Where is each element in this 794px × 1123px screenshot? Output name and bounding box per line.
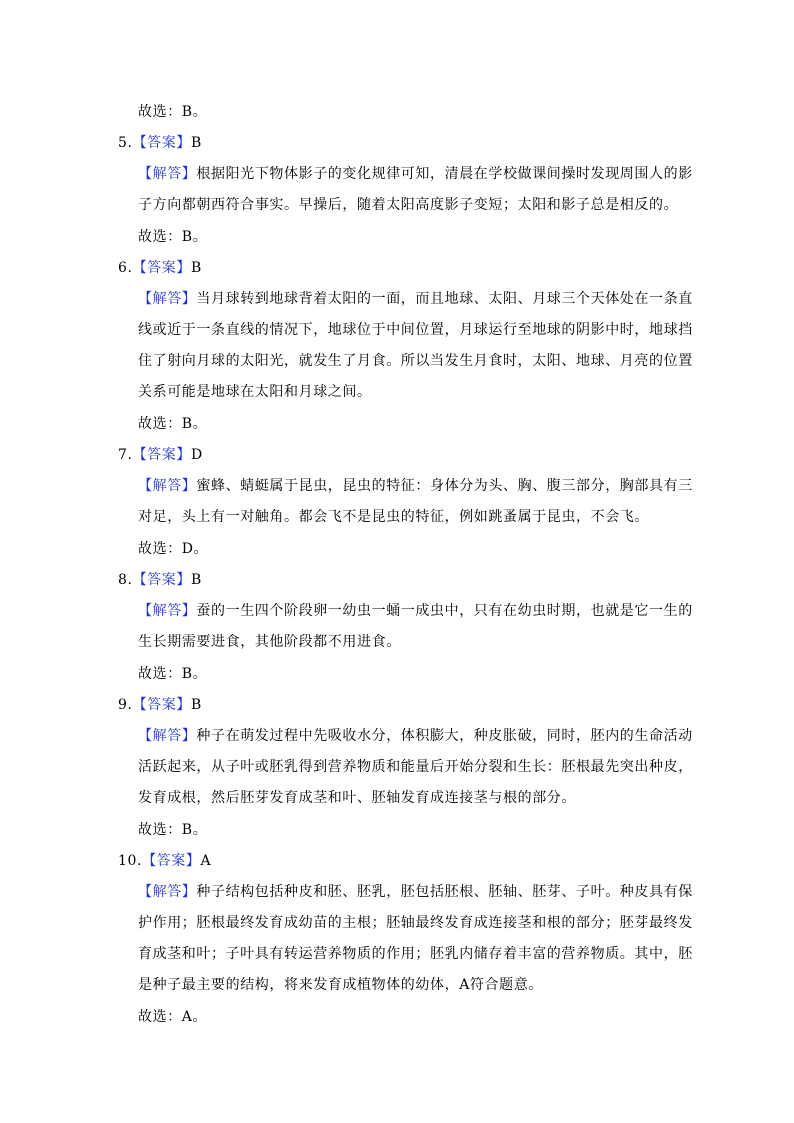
explain-tag: 【解答】 xyxy=(138,728,197,744)
question-8-explanation-line-2: 生长期需要进食，其他阶段都不用进食。 xyxy=(138,634,401,650)
question-number: 6. xyxy=(118,260,133,276)
question-5-conclusion: 故选：B。 xyxy=(138,229,208,245)
answer-tag: 【答案】 xyxy=(132,572,191,588)
explanation-text: 当月球转到地球背着太阳的一面，而且地球、太阳、月球三个天体处在一条直 xyxy=(196,291,693,307)
question-6-explanation-line-3: 住了射向月球的太阳光，就发生了月食。所以当发生月食时，太阳、地球、月亮的位置 xyxy=(138,353,693,369)
question-number: 9. xyxy=(118,697,133,713)
question-5-explanation-line-1 xyxy=(138,165,693,183)
answer-tag: 【答案】 xyxy=(132,135,191,151)
answer-tag: 【答案】 xyxy=(132,447,191,463)
question-5-answer-row xyxy=(118,134,202,152)
question-9-explanation-line-2: 活跃起来，从子叶或胚乳得到营养物质和能量后开始分裂和生长：胚根最先突出种皮， xyxy=(138,759,693,775)
question-8-explanation-line-1 xyxy=(138,602,693,620)
question-6-explanation-line-2: 线或近于一条直线的情况下，地球位于中间位置，月球运行至地球的阴影中时，地球挡 xyxy=(138,322,693,338)
question-7-conclusion: 故选：D。 xyxy=(138,541,209,557)
question-9-answer-row xyxy=(118,696,202,714)
question-7-answer-row xyxy=(118,446,203,464)
question-10-explanation-line-4: 是种子最主要的结构，将来发育成植物体的幼体，A符合题意。 xyxy=(138,977,543,993)
explain-tag: 【解答】 xyxy=(138,603,197,619)
answer-tag: 【答案】 xyxy=(142,853,201,869)
explain-tag: 【解答】 xyxy=(138,884,197,900)
question-7-explanation-line-2: 对足，头上有一对触角。都会飞不是昆虫的特征，例如跳蚤属于昆虫，不会飞。 xyxy=(138,509,649,525)
question-6-explanation-line-4: 关系可能是地球在太阳和月球之间。 xyxy=(138,384,372,400)
question-10-explanation-line-3: 育成茎和叶；子叶具有转运营养物质的作用；胚乳内储存着丰富的营养物质。其中，胚 xyxy=(138,946,693,962)
answer-value: D xyxy=(190,447,203,463)
explain-tag: 【解答】 xyxy=(138,478,197,494)
explain-tag: 【解答】 xyxy=(138,291,197,307)
answer-value: B xyxy=(190,572,202,588)
question-9-explanation-line-1 xyxy=(138,727,693,745)
question-10-conclusion: 故选：A。 xyxy=(138,1009,208,1025)
question-7-explanation-line-1 xyxy=(138,477,693,495)
explanation-text: 蜜蜂、蜻蜓属于昆虫，昆虫的特征：身体分为头、胸、腹三部分，胸部具有三 xyxy=(196,478,693,494)
explanation-text: 蚕的一生四个阶段卵一幼虫一蛹一成虫中，只有在幼虫时期，也就是它一生的 xyxy=(196,603,693,619)
question-10-explanation-line-1 xyxy=(138,883,693,901)
answer-tag: 【答案】 xyxy=(132,697,191,713)
question-10-answer-row xyxy=(118,852,211,870)
question-8-conclusion: 故选：B。 xyxy=(138,666,208,682)
explain-tag: 【解答】 xyxy=(138,166,197,182)
answer-value: B xyxy=(190,135,202,151)
question-10-explanation-line-2: 护作用；胚根最终发育成幼苗的主根；胚轴最终发育成连接茎和根的部分；胚芽最终发 xyxy=(138,915,693,931)
question-6-explanation-line-1 xyxy=(138,290,693,308)
question-8-answer-row xyxy=(118,571,202,589)
explanation-text: 种子结构包括种皮和胚、胚乳，胚包括胚根、胚轴、胚芽、子叶。种皮具有保 xyxy=(196,884,693,900)
answer-value: B xyxy=(190,260,202,276)
question-6-answer-row xyxy=(118,259,202,277)
question-number: 10. xyxy=(118,853,143,869)
answer-value: A xyxy=(200,853,212,869)
question-number: 8. xyxy=(118,572,133,588)
question-number: 5. xyxy=(118,135,133,151)
question-9-conclusion: 故选：B。 xyxy=(138,822,208,838)
question-5-explanation-line-2: 子方向都朝西符合事实。早操后，随着太阳高度影子变短；太阳和影子总是相反的。 xyxy=(138,197,679,213)
answer-tag: 【答案】 xyxy=(132,260,191,276)
question-number: 7. xyxy=(118,447,133,463)
question-9-explanation-line-3: 发育成根，然后胚芽发育成茎和叶、胚轴发育成连接茎与根的部分。 xyxy=(138,790,576,806)
explanation-text: 根据阳光下物体影子的变化规律可知，清晨在学校做课间操时发现周围人的影 xyxy=(196,166,693,182)
top-conclusion: 故选：B。 xyxy=(138,104,208,120)
question-6-conclusion: 故选：B。 xyxy=(138,416,208,432)
explanation-text: 种子在萌发过程中先吸收水分，体积膨大，种皮胀破，同时，胚内的生命活动 xyxy=(196,728,693,744)
answer-value: B xyxy=(190,697,202,713)
